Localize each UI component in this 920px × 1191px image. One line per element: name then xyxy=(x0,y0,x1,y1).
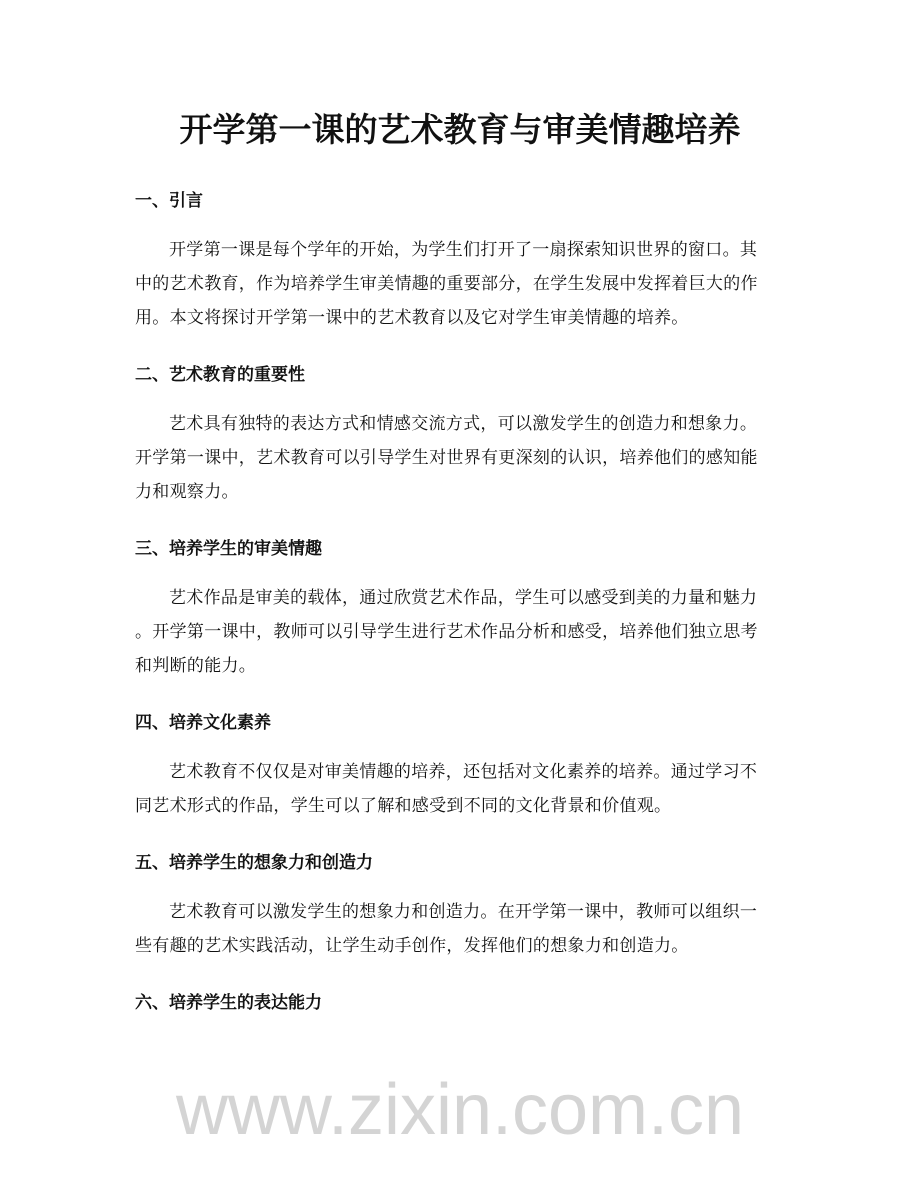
section-paragraph xyxy=(135,755,795,823)
section-paragraph xyxy=(135,581,795,683)
paragraph-line: 些有趣的艺术实践活动，让学生动手创作，发挥他们的想象力和创造力。 xyxy=(135,936,689,956)
watermark: www.zixin.com.cn xyxy=(175,1070,745,1150)
paragraph-line: 艺术具有独特的表达方式和情感交流方式，可以激发学生的创造力和想象力。 xyxy=(169,414,758,434)
section-heading: 六、培养学生的表达能力 xyxy=(135,993,322,1013)
paragraph-line: 中的艺术教育，作为培养学生审美情趣的重要部分，在学生发展中发挥着巨大的作 xyxy=(135,274,758,294)
section-paragraph xyxy=(135,407,795,509)
paragraph-line: 开学第一课是每个学年的开始，为学生们打开了一扇探索知识世界的窗口。其 xyxy=(169,240,758,260)
paragraph-line: 和判断的能力。 xyxy=(135,656,257,676)
section-paragraph xyxy=(135,233,795,335)
section-heading: 二、艺术教育的重要性 xyxy=(135,365,305,385)
paragraph-line: 艺术教育不仅仅是对审美情趣的培养，还包括对文化素养的培养。通过学习不 xyxy=(169,762,758,782)
paragraph-line: 艺术教育可以激发学生的想象力和创造力。在开学第一课中，教师可以组织一 xyxy=(169,902,758,922)
section-heading: 三、培养学生的审美情趣 xyxy=(135,539,322,559)
paragraph-line: 开学第一课中，艺术教育可以引导学生对世界有更深刻的认识，培养他们的感知能 xyxy=(135,448,758,468)
page-title: 开学第一课的艺术教育与审美情趣培养 xyxy=(179,110,741,149)
document-body xyxy=(135,186,795,1018)
section-heading: 五、培养学生的想象力和创造力 xyxy=(135,853,373,873)
paragraph-line: 。开学第一课中，教师可以引导学生进行艺术作品分析和感受，培养他们独立思考 xyxy=(135,622,758,642)
paragraph-line: 力和观察力。 xyxy=(135,482,239,502)
paragraph-line: 艺术作品是审美的载体，通过欣赏艺术作品，学生可以感受到美的力量和魅力 xyxy=(169,588,758,608)
paragraph-line: 同艺术形式的作品，学生可以了解和感受到不同的文化背景和价值观。 xyxy=(135,796,672,816)
section-heading: 一、引言 xyxy=(135,191,203,211)
paragraph-line: 用。本文将探讨开学第一课中的艺术教育以及它对学生审美情趣的培养。 xyxy=(135,308,689,328)
section-heading: 四、培养文化素养 xyxy=(135,713,271,733)
section-paragraph xyxy=(135,895,795,963)
